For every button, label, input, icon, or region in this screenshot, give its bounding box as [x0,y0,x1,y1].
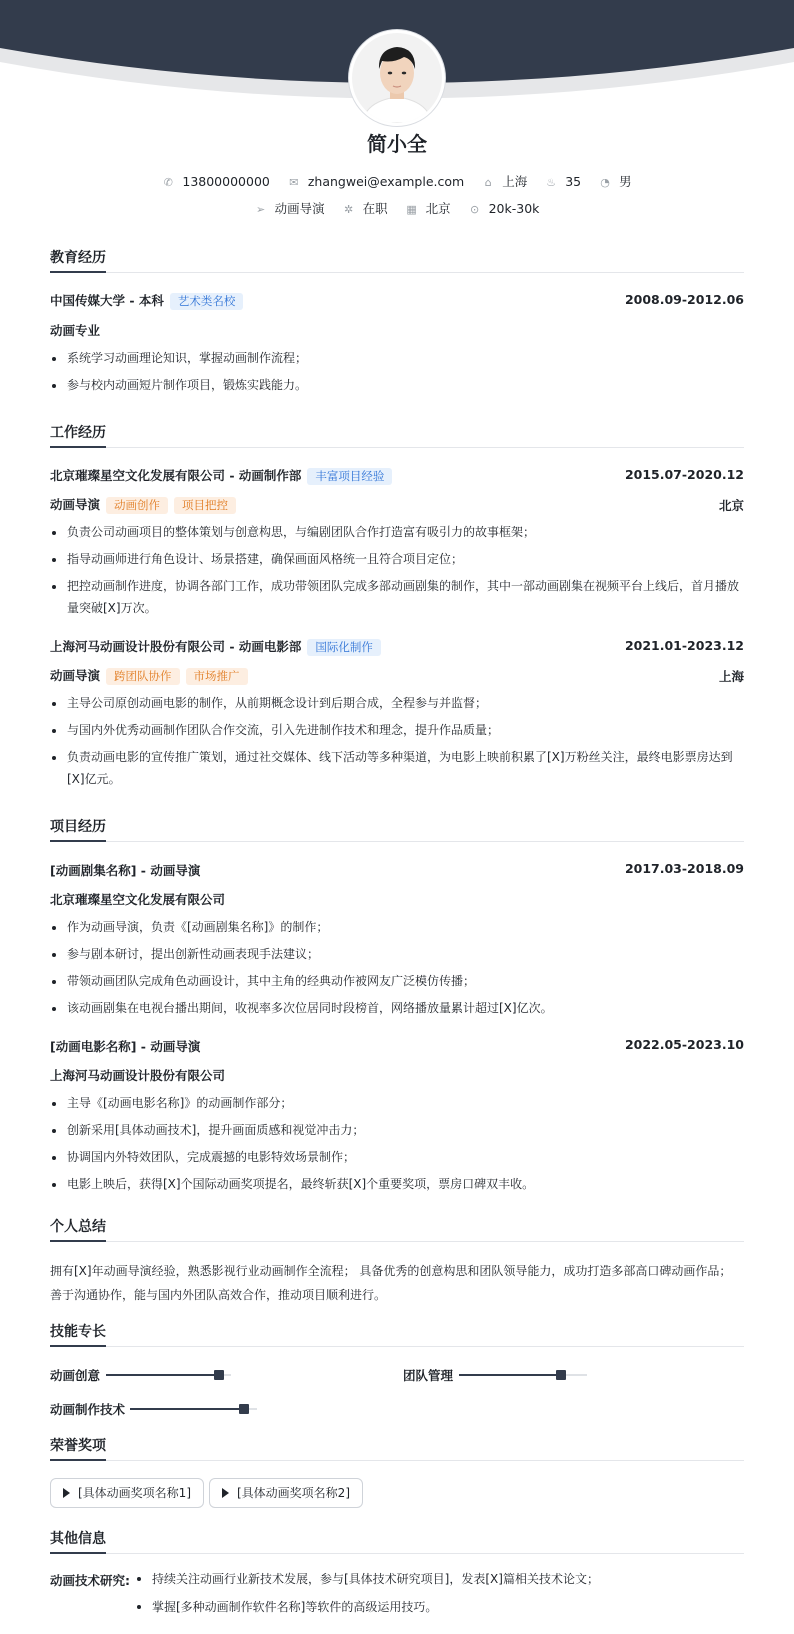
skill-bar-fill [459,1374,561,1376]
company-name: 上海河马动画设计股份有限公司 - 动画电影部 [50,639,302,654]
list-item: 作为动画导演，负责《[动画剧集名称]》的制作； [50,914,744,941]
target-city-text: 北京 [425,201,451,216]
gender-item [599,172,632,190]
position-item [255,199,325,217]
list-item: 负责公司动画项目的整体策划与创意构思，与编剧团队合作打造富有吸引力的故事框架； [50,519,744,546]
city-text: 上海 [502,174,528,189]
list-item: 该动画剧集在电视台播出期间，收视率多次位居同时段榜首，网络播放量累计超过[X]亿次。 [50,995,744,1022]
section-education [50,249,744,273]
section-title-text: 项目经历 [50,818,106,842]
job-bullets [50,519,744,622]
target-city-item [406,199,451,217]
age-text: 35 [565,174,582,189]
section-projects [50,818,744,842]
role-text: 动画导演 [50,668,101,683]
award-text: [具体动画奖项名称1] [78,1486,191,1500]
education-bullets [50,345,744,399]
job-date: 2015.07-2020.12 [624,467,744,482]
section-title-text: 技能专长 [50,1323,106,1347]
company-name: 北京璀璨星空文化发展有限公司 - 动画制作部 [50,468,302,483]
section-summary [50,1218,744,1242]
section-work [50,424,744,448]
skill-tag: 跨团队协作 [106,668,180,685]
job-city: 北京 [718,498,744,513]
award-item[interactable] [209,1478,363,1508]
skill-bar-fill [130,1408,244,1410]
building-icon: ▦ [406,203,417,216]
job-intent-row [0,199,794,217]
project-bullets [50,914,744,1022]
email-item [288,174,464,189]
list-item: 主导《[动画电影名称]》的动画制作部分； [50,1090,744,1117]
email-text: zhangwei@example.com [307,174,465,189]
skill-bar-knob [239,1404,249,1414]
list-item: 持续关注动画行业新技术发展，参与[具体技术研究项目]，发表[X]篇相关技术论文； [135,1565,735,1593]
education-tag: 艺术类名校 [170,293,244,310]
gender-icon: ◔ [600,176,610,189]
phone-text: 13800000000 [182,174,270,189]
section-awards [50,1437,744,1461]
salary-text: 20k-30k [488,201,540,216]
summary-text [50,1259,744,1307]
cake-icon: ♨ [546,176,557,189]
avatar [349,30,445,126]
project-date: 2017.03-2018.09 [624,861,744,876]
list-item: 系统学习动画理论知识，掌握动画制作流程； [50,345,744,372]
award-text: [具体动画奖项名称2] [237,1486,350,1500]
play-icon [63,1488,70,1498]
award-item[interactable] [50,1478,204,1508]
job-city: 上海 [718,669,744,684]
education-date: 2008.09-2012.06 [624,292,744,307]
skill-bar [459,1374,587,1376]
mail-icon: ✉ [289,176,299,189]
skill-bar-knob [556,1370,566,1380]
contact-row [0,172,794,190]
skill-name: 动画创意 [50,1368,101,1383]
list-item: 电影上映后，获得[X]个国际动画奖项提名，最终斩获[X]个重要奖项，票房口碑双丰收。 [50,1171,744,1198]
project-name: [动画电影名称] - 动画导演 [50,1039,201,1054]
skill-tag: 动画创作 [106,497,168,514]
salary-item [469,201,540,216]
play-icon [222,1488,229,1498]
project-bullets [50,1090,744,1198]
skill-name: 团队管理 [403,1368,454,1383]
education-major: 动画专业 [50,323,101,338]
list-item: 带领动画团队完成角色动画设计，其中主角的经典动作被网友广泛模仿传播； [50,968,744,995]
project-company: 上海河马动画设计股份有限公司 [50,1068,226,1083]
skill-bar [106,1374,231,1376]
money-icon: ⊙ [469,203,480,216]
list-item: 主导公司原创动画电影的制作，从前期概念设计到后期合成，全程参与并监督； [50,690,744,717]
section-title-text: 教育经历 [50,249,106,273]
list-item: 把控动画制作进度，协调各部门工作，成功带领团队完成多部动画剧集的制作，其中一部动画剧集在视频平台上线后，首月播放量突破[X]万次。 [50,573,744,622]
home-icon: ⌂ [484,176,492,189]
list-item: 指导动画师进行角色设计、场景搭建，确保画面风格统一且符合项目定位； [50,546,744,573]
job-bullets [50,690,744,793]
job-role [50,666,248,685]
section-title-text: 荣誉奖项 [50,1437,106,1461]
summary-line: 善于沟通协作，能与国内外团队高效合作，推动项目顺利进行。 [50,1288,387,1302]
candidate-name: 简小全 [367,132,427,156]
skill-bar-fill [106,1374,219,1376]
summary-line: 拥有[X]年动画导演经验，熟悉影视行业动画制作全流程； 具备优秀的创意构思和团队领导能力，成功打造多部高口碑动画作品； [50,1264,732,1278]
section-skills [50,1323,744,1347]
list-item: 与国内外优秀动画制作团队合作交流，引入先进制作技术和理念，提升作品质量； [50,717,744,744]
list-item: 参与校内动画短片制作项目，锻炼实践能力。 [50,372,744,399]
skill-bar-knob [214,1370,224,1380]
education-school [50,291,243,310]
section-title-text: 个人总结 [50,1218,106,1242]
role-text: 动画导演 [50,497,101,512]
position-text: 动画导演 [274,201,325,216]
status-icon: ✲ [343,203,354,216]
phone-icon: ✆ [163,176,173,189]
job-role [50,495,236,514]
list-item: 负责动画电影的宣传推广策划，通过社交媒体、线下活动等多种渠道，为电影上映前积累了[X]万粉丝关注，最终电影票房达到[X]亿元。 [50,744,744,793]
section-other [50,1530,744,1554]
phone-item [162,174,269,189]
skill-name: 动画制作技术 [50,1402,126,1417]
list-item: 参与剧本研讨，提出创新性动画表现手法建议； [50,941,744,968]
list-item: 掌握[多种动画制作软件名称]等软件的高级运用技巧。 [135,1593,735,1621]
project-name: [动画剧集名称] - 动画导演 [50,863,201,878]
project-company: 北京璀璨星空文化发展有限公司 [50,892,226,907]
section-title-text: 工作经历 [50,424,106,448]
status-item [343,199,388,217]
list-item: 协调国内外特效团队，完成震撼的电影特效场景制作； [50,1144,744,1171]
send-icon: ➢ [255,203,266,216]
job-company [50,637,381,656]
other-list [135,1565,735,1621]
list-item: 创新采用[具体动画技术]，提升画面质感和视觉冲击力； [50,1117,744,1144]
skill-tag: 市场推广 [186,668,248,685]
job-company [50,466,392,485]
skill-bar [130,1408,257,1410]
section-title-text: 其他信息 [50,1530,106,1554]
gender-text: 男 [619,174,632,189]
status-text: 在职 [362,201,388,216]
job-tag: 国际化制作 [307,639,381,656]
job-date: 2021.01-2023.12 [624,638,744,653]
job-tag: 丰富项目经验 [307,468,392,485]
skill-tag: 项目把控 [174,497,236,514]
project-date: 2022.05-2023.10 [624,1037,744,1052]
city-item [482,172,527,190]
other-label: 动画技术研究: [50,1573,130,1588]
school-name: 中国传媒大学 - 本科 [50,293,164,308]
age-item [545,174,581,189]
